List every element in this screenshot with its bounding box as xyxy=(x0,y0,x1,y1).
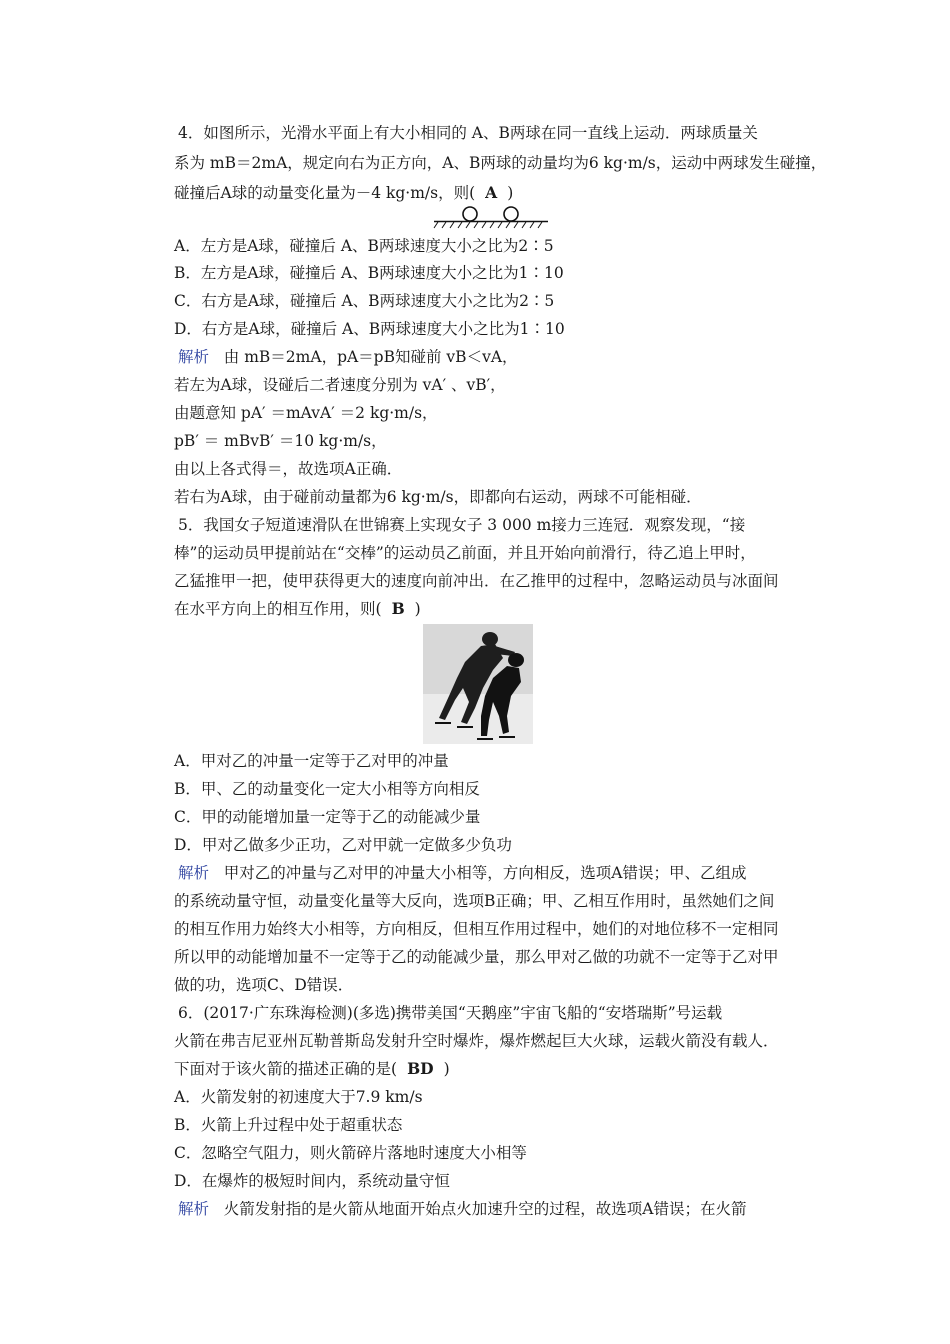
q6-option-a: A．火箭发射的初速度大于7.9 km/s xyxy=(174,1088,423,1106)
q5-line-4-text: 在水平方向上的相互作用，则( xyxy=(174,600,382,618)
q6-line-3-close: ) xyxy=(443,1060,450,1078)
q4-answer: A xyxy=(485,183,498,202)
q6-line-2: 火箭在弗吉尼亚州瓦勒普斯岛发射升空时爆炸，爆炸燃起巨大火球，运载火箭没有载人． xyxy=(174,1032,779,1050)
q4-analysis-line-3: 由题意知 pA′ ＝mAvA′ ＝2 kg·m/s， xyxy=(174,404,438,422)
q5-line-3: 乙猛推甲一把，使甲获得更大的速度向前冲出．在乙推甲的过程中，忽略运动员与冰面间 xyxy=(174,572,779,590)
q4-line-3 xyxy=(174,183,513,203)
q5-analysis-line-2: 的系统动量守恒，动量变化量等大反向，选项B正确；甲、乙相互作用时，虽然她们之间 xyxy=(174,892,775,910)
q5-line-4-close: ) xyxy=(414,600,421,618)
q4-option-c: C．右方是A球，碰撞后 A、B两球速度大小之比为2∶5 xyxy=(174,292,555,310)
q4-analysis-line-1 xyxy=(178,347,518,367)
q5-analysis-line-5: 做的功，选项C、D错误． xyxy=(174,976,354,994)
ball-left xyxy=(463,207,477,221)
q4-option-b: B．左方是A球，碰撞后 A、B两球速度大小之比为1∶10 xyxy=(174,264,564,282)
two-balls-figure xyxy=(432,205,550,229)
q4-analysis-text-1: 由 mB＝2mA，pA＝pB知碰前 vB＜vA， xyxy=(223,348,518,366)
q6-option-b: B．火箭上升过程中处于超重状态 xyxy=(174,1116,403,1134)
q6-analysis-text-1: 火箭发射指的是火箭从地面开始点火加速升空的过程，故选项A错误；在火箭 xyxy=(223,1200,747,1218)
ball-right xyxy=(504,207,518,221)
q5-option-b: B．甲、乙的动量变化一定大小相等方向相反 xyxy=(174,780,480,798)
q5-line-1: 5．我国女子短道速滑队在世锦赛上实现女子 3 000 m接力三连冠．观察发现，“接 xyxy=(178,516,746,534)
q5-analysis-line-1 xyxy=(178,863,747,883)
q5-option-a: A．甲对乙的冲量一定等于乙对甲的冲量 xyxy=(174,752,449,770)
q4-analysis-line-2: 若左为A球，设碰后二者速度分别为 vA′ 、vB′， xyxy=(174,376,506,394)
q5-analysis-line-3: 的相互作用力始终大小相等，方向相反，但相互作用过程中，她们的对地位移不一定相同 xyxy=(174,920,779,938)
q5-option-d: D．甲对乙做多少正功，乙对甲就一定做多少负功 xyxy=(174,836,512,854)
q4-analysis-line-5: 由以上各式得＝，故选项A正确． xyxy=(174,460,403,478)
q5-option-c: C．甲的动能增加量一定等于乙的动能减少量 xyxy=(174,808,481,826)
q4-line-1: 4．如图所示，光滑水平面上有大小相同的 A、B两球在同一直线上运动．两球质量关 xyxy=(178,124,758,142)
q6-option-d: D．在爆炸的极短时间内，系统动量守恒 xyxy=(174,1172,450,1190)
q5-analysis-text-1: 甲对乙的冲量与乙对甲的冲量大小相等，方向相反，选项A错误；甲、乙组成 xyxy=(223,864,747,882)
q4-line-2: 系为 mB＝2mA，规定向右为正方向，A、B两球的动量均为6 kg·m/s，运动中两球发生碰撞， xyxy=(174,154,827,172)
q5-analysis-tag: 解析 xyxy=(178,864,210,882)
q4-option-d: D．右方是A球，碰撞后 A、B两球速度大小之比为1∶10 xyxy=(174,320,565,338)
q4-line-3-close: ) xyxy=(507,184,514,202)
q6-answer: BD xyxy=(407,1059,434,1078)
q6-analysis-line-1 xyxy=(178,1199,747,1219)
q4-analysis-line-6: 若右为A球，由于碰前动量都为6 kg·m/s，即都向右运动，两球不可能相碰． xyxy=(174,488,702,506)
q5-line-4 xyxy=(174,599,421,619)
q5-analysis-line-4: 所以甲的动能增加量不一定等于乙的动能减少量，那么甲对乙做的功就不一定等于乙对甲 xyxy=(174,948,779,966)
q4-analysis-line-4: pB′ ＝ mBvB′ ＝10 kg·m/s， xyxy=(174,432,387,450)
q4-analysis-tag: 解析 xyxy=(178,348,210,366)
q5-answer: B xyxy=(391,599,405,618)
q6-line-3-text: 下面对于该火箭的描述正确的是( xyxy=(174,1060,398,1078)
q6-analysis-tag: 解析 xyxy=(178,1200,210,1218)
ice-surface xyxy=(423,694,533,744)
q5-line-2: 棒”的运动员甲提前站在“交棒”的运动员乙前面，并且开始向前滑行，待乙追上甲时， xyxy=(174,544,756,562)
q4-line-3-text: 碰撞后A球的动量变化量为－4 kg·m/s，则( xyxy=(174,184,476,202)
q4-option-a: A．左方是A球，碰撞后 A、B两球速度大小之比为2∶5 xyxy=(174,237,554,255)
q6-line-3 xyxy=(174,1059,450,1079)
q6-line-1: 6．(2017·广东珠海检测)(多选)携带美国“天鹅座”宇宙飞船的“安塔瑞斯”号运载 xyxy=(178,1004,723,1022)
ground-hatching xyxy=(434,222,542,228)
speed-skaters-photo xyxy=(423,624,533,744)
q6-option-c: C．忽略空气阻力，则火箭碎片落地时速度大小相等 xyxy=(174,1144,527,1162)
